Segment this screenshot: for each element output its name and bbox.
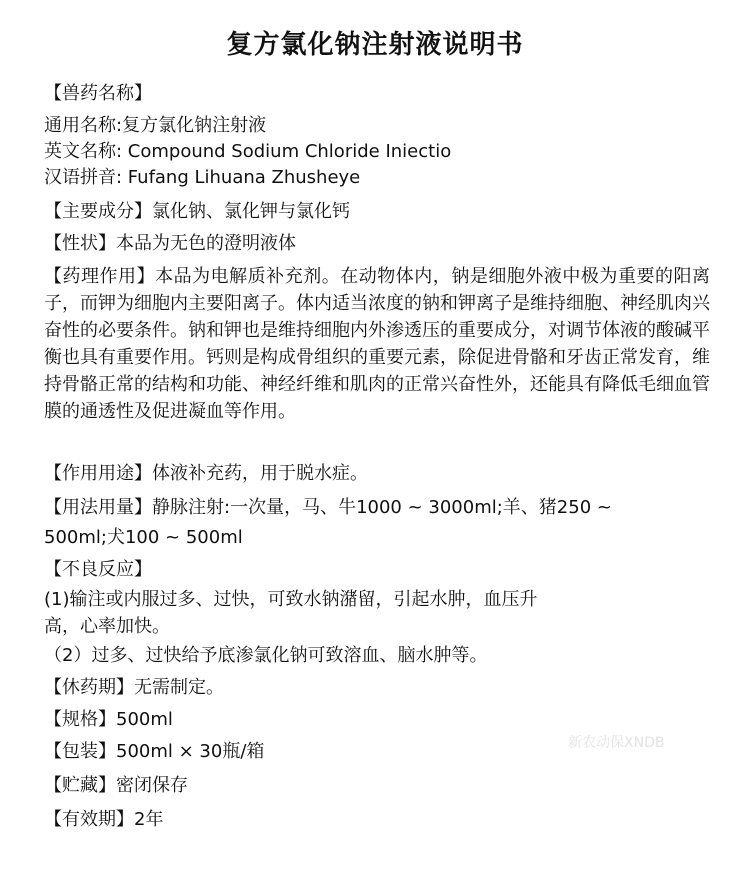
dosage-heading: 【用法用量】: [44, 497, 152, 518]
pharmacology-heading: 【药理作用】: [44, 266, 156, 287]
withdrawal-text: 无需制定。: [134, 677, 224, 698]
ingredients-heading: 【主要成分】: [44, 201, 152, 222]
adverse-item1-line2: 高，心率加快。: [44, 616, 170, 637]
adverse-item1-line1: (1)输注或内服过多、过快，可致水钠潴留，引起水肿，血压升: [44, 589, 538, 610]
indications-text: 体液补充药，用于脱水症。: [152, 463, 368, 484]
properties-row: [44, 232, 296, 256]
drug-name-heading: 【兽药名称】: [44, 83, 152, 104]
spec-heading: 【规格】: [44, 709, 116, 730]
package-heading: 【包装】: [44, 741, 116, 762]
english-name: 英文名称: Compound Sodium Chloride Iniectio: [44, 141, 452, 162]
dosage-text-line2: 500ml;犬100 ~ 500ml: [44, 527, 243, 548]
watermark: 新农动保XNDB: [568, 735, 665, 751]
ingredients-text: 氯化钠、氯化钾与氯化钙: [152, 201, 350, 222]
properties-heading: 【性状】: [44, 233, 116, 254]
properties-text: 本品为无色的澄明液体: [116, 233, 296, 254]
ingredients-row: [44, 200, 350, 224]
package-text: 500ml × 30瓶/箱: [116, 741, 265, 762]
storage-heading: 【贮藏】: [44, 775, 116, 796]
validity-heading: 【有效期】: [44, 809, 134, 830]
page-title: 复方氯化钠注射液说明书: [226, 30, 524, 60]
spec-row: [44, 708, 173, 732]
spec-text: 500ml: [116, 709, 173, 730]
pharmacology-paragraph: [44, 263, 710, 425]
storage-row: [44, 774, 188, 798]
withdrawal-row: [44, 676, 224, 700]
adverse-heading: 【不良反应】: [44, 559, 152, 580]
pinyin-name: 汉语拼音: Fufang Lihuana Zhusheye: [44, 167, 361, 188]
generic-name: 通用名称:复方氯化钠注射液: [44, 115, 267, 136]
withdrawal-heading: 【休药期】: [44, 677, 134, 698]
indications-heading: 【作用用途】: [44, 463, 152, 484]
adverse-item2: （2）过多、过快给予底渗氯化钠可致溶血、脑水肿等。: [44, 645, 488, 666]
dosage-row: [44, 496, 612, 520]
pharmacology-text: 本品为电解质补充剂。在动物体内，钠是细胞外液中极为重要的阳离子，而钾为细胞内主要阳离子。体内适当浓度的钠和钾离子是维持细胞、神经肌肉兴奋性的必要条件。钠和钾也是维持细胞内外渗透压的重要成分，对调节体液的酸碱平衡也具有重要作用。钙则是构成骨组织的重要元素，除促进骨骼和牙齿正常发育，维持骨骼正常的结构和功能、神经纤维和肌肉的正常兴奋性外，还能具有降低毛细血管膜的通透性及促进凝血等作用。: [44, 266, 711, 422]
storage-text: 密闭保存: [116, 775, 188, 796]
validity-text: 2年: [134, 809, 164, 830]
indications-row: [44, 462, 368, 486]
validity-row: [44, 808, 163, 832]
dosage-text-line1: 静脉注射:一次量，马、牛1000 ~ 3000ml;羊、猪250 ~: [152, 497, 612, 518]
package-row: [44, 740, 264, 764]
